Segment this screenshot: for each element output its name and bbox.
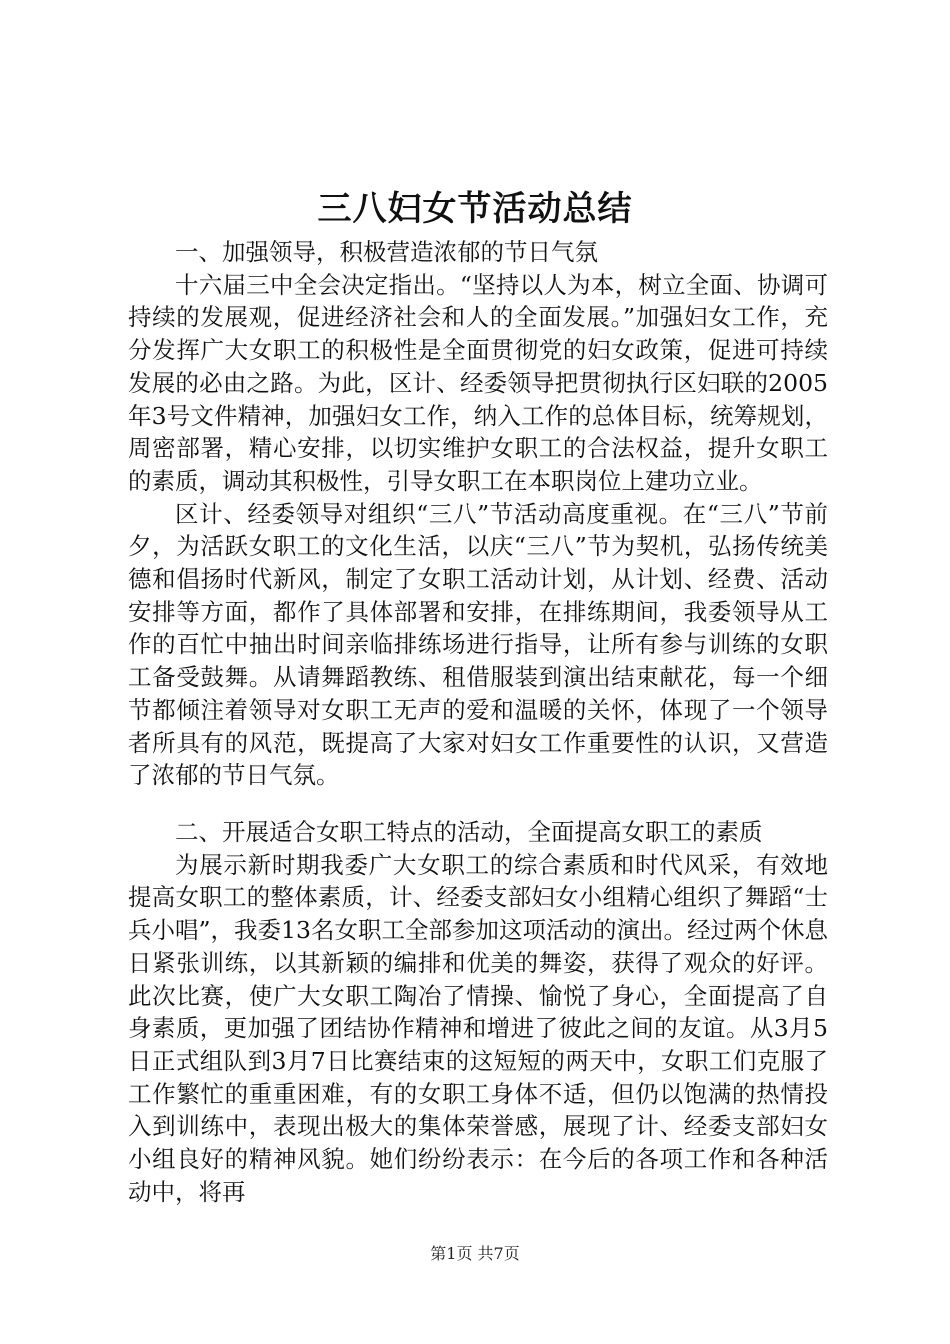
section-2-paragraph-1: 为展示新时期我委广大女职工的综合素质和时代风采，有效地提高女职工的整体素质，计、经委支部妇女小组精心组织了舞蹈“士兵小唱”，我委13名女职工全部参加这项活动的演出。经过两个休息日紧张训练，以其新颖的编排和优美的舞姿，获得了观众的好评。此次比赛，使广大女职工陶冶了情操、愉悦了身心，全面提高了自身素质，更加强了团结协作精神和增进了彼此之间的友谊。从3月5日正式组队到3月7日比赛结束的这短短的两天中，女职工们克服了工作繁忙的重重困难，有的女职工身体不适，但仍以饱满的热情投入到训练中，表现出极大的集体荣誉感，展现了计、经委支部妇女小组良好的精神风貌。她们纷纷表示：在今后的各项工作和各种活动中，将再 xyxy=(128,850,828,1206)
document-title: 三八妇女节活动总结 xyxy=(317,189,633,229)
section-2-heading: 二、开展适合女职工特点的活动，全面提高女职工的素质 xyxy=(175,818,763,846)
section-1-heading: 一、加强领导，积极营造浓郁的节日气氛 xyxy=(175,238,598,266)
section-2 xyxy=(128,816,828,1208)
section-1-paragraph-1: 十六届三中全会决定指出。“坚持以人为本，树立全面、协调可持续的发展观，促进经济社会和人的全面发展。”加强妇女工作，充分发挥广大女职工的积极性是全面贯彻党的妇女政策，促进可持续发展的必由之路。为此，区计、经委领导把贯彻执行区妇联的2005年3号文件精神，加强妇女工作，纳入工作的总体目标，统筹规划，周密部署，精心安排，以切实维护女职工的合法权益，提升女职工的素质，调动其积极性，引导女职工在本职岗位上建功立业。 xyxy=(128,270,828,495)
section-1-paragraph-2: 区计、经委领导对组织“三八”节活动高度重视。在“三八”节前夕，为活跃女职工的文化生活，以庆“三八”节为契机，弘扬传统美德和倡扬时代新风，制定了女职工活动计划，从计划、经费、活动安排等方面，都作了具体部署和安排，在排练期间，我委领导从工作的百忙中抽出时间亲临排练场进行指导，让所有参与训练的女职工备受鼓舞。从请舞蹈教练、租借服装到演出结束献花，每一个细节都倾注着领导对女职工无声的爱和温暖的关怀，体现了一个领导者所具有的风范，既提高了大家对妇女工作重要性的认识，又营造了浓郁的节日气氛。 xyxy=(128,499,828,790)
section-1 xyxy=(128,236,828,792)
page-footer: 第1页 共7页 xyxy=(430,1244,520,1263)
